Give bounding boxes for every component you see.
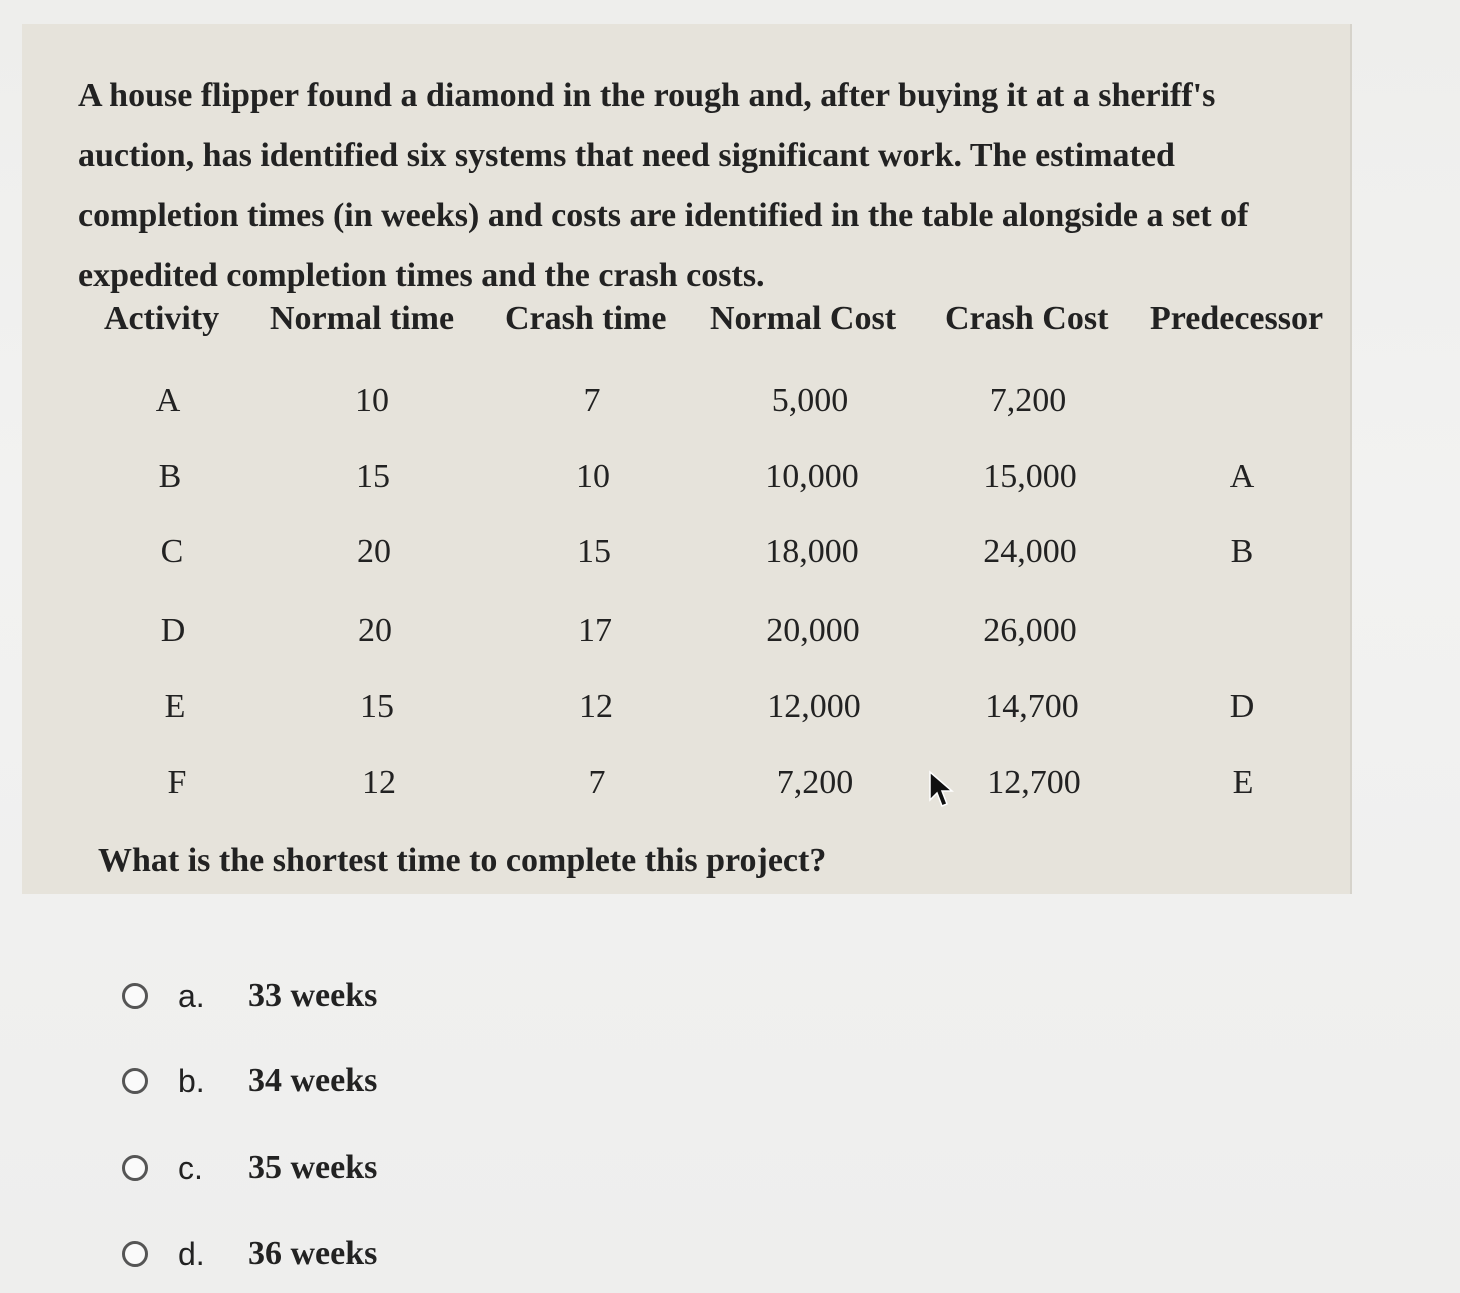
table-header xyxy=(0,300,1460,350)
table-row xyxy=(0,382,1460,432)
question-prompt: What is the shortest time to complete this project? xyxy=(98,842,827,879)
cell-normal-time: 20 xyxy=(358,612,392,649)
header-normal-cost: Normal Cost xyxy=(710,300,897,337)
answer-option-b[interactable] xyxy=(122,1056,377,1106)
cell-normal-time: 20 xyxy=(357,533,391,570)
cell-activity: F xyxy=(167,764,187,801)
table-row xyxy=(0,458,1460,508)
cell-crash-time: 15 xyxy=(577,533,611,570)
cell-normal-time: 12 xyxy=(362,764,396,801)
cell-normal-time: 15 xyxy=(360,688,394,725)
table-row xyxy=(0,764,1460,814)
cell-activity: D xyxy=(160,612,186,649)
table-row xyxy=(0,688,1460,738)
option-letter: a. xyxy=(178,977,205,1014)
cell-crash-time: 7 xyxy=(588,764,606,801)
cell-predecessor: B xyxy=(1230,533,1254,570)
cell-normal-cost: 5,000 xyxy=(771,382,849,419)
cell-activity: A xyxy=(155,382,181,419)
cell-activity: C xyxy=(160,533,184,570)
cell-predecessor: D xyxy=(1229,688,1255,725)
question-text: A house flipper found a diamond in the rough and, after buying it at a sheriff's auction, has identified six systems that need significant work. The estimated completion times (in weeks) and costs are identified in the table alongside a set of expedited completion times and the crash costs. xyxy=(78,77,1249,294)
cell-crash-time: 7 xyxy=(583,382,601,419)
option-text[interactable]: 33 weeks xyxy=(248,977,378,1014)
cell-crash-time: 17 xyxy=(578,612,612,649)
radio-circle-icon[interactable] xyxy=(122,983,148,1009)
header-crash-cost: Crash Cost xyxy=(945,300,1109,337)
radio-circle-icon[interactable] xyxy=(122,1155,148,1181)
mouse-pointer-icon xyxy=(928,770,956,810)
cell-predecessor: E xyxy=(1232,764,1254,801)
radio-circle-icon[interactable] xyxy=(122,1068,148,1094)
answer-option-c[interactable] xyxy=(122,1143,377,1193)
option-letter: b. xyxy=(178,1062,205,1099)
cell-normal-cost: 7,200 xyxy=(776,764,854,801)
cell-normal-cost: 10,000 xyxy=(765,458,859,495)
cell-crash-cost: 26,000 xyxy=(983,612,1077,649)
cell-normal-time: 10 xyxy=(355,382,389,419)
option-text[interactable]: 36 weeks xyxy=(248,1235,378,1272)
cell-crash-time: 12 xyxy=(579,688,613,725)
cell-crash-cost: 15,000 xyxy=(983,458,1077,495)
option-text[interactable]: 35 weeks xyxy=(248,1149,378,1186)
cell-normal-cost: 12,000 xyxy=(767,688,861,725)
cell-crash-cost: 12,700 xyxy=(987,764,1081,801)
answer-option-d[interactable] xyxy=(122,1229,377,1279)
radio-circle-icon[interactable] xyxy=(122,1241,148,1267)
header-activity: Activity xyxy=(104,300,220,337)
header-normal-time: Normal time xyxy=(270,300,455,337)
option-text[interactable]: 34 weeks xyxy=(248,1062,378,1099)
cell-normal-cost: 20,000 xyxy=(766,612,860,649)
cell-normal-cost: 18,000 xyxy=(765,533,859,570)
answer-option-a[interactable] xyxy=(122,971,377,1021)
header-predecessor: Predecessor xyxy=(1150,300,1324,337)
option-letter: d. xyxy=(178,1235,205,1272)
table-row xyxy=(0,612,1460,662)
option-letter: c. xyxy=(178,1149,203,1186)
cell-crash-cost: 14,700 xyxy=(985,688,1079,725)
cell-activity: B xyxy=(158,458,182,495)
cell-crash-time: 10 xyxy=(576,458,610,495)
cell-normal-time: 15 xyxy=(356,458,390,495)
table-row xyxy=(0,533,1460,583)
cell-crash-cost: 24,000 xyxy=(983,533,1077,570)
header-crash-time: Crash time xyxy=(505,300,667,337)
cell-predecessor: A xyxy=(1229,458,1255,495)
cell-activity: E xyxy=(164,688,186,725)
cell-crash-cost: 7,200 xyxy=(989,382,1067,419)
